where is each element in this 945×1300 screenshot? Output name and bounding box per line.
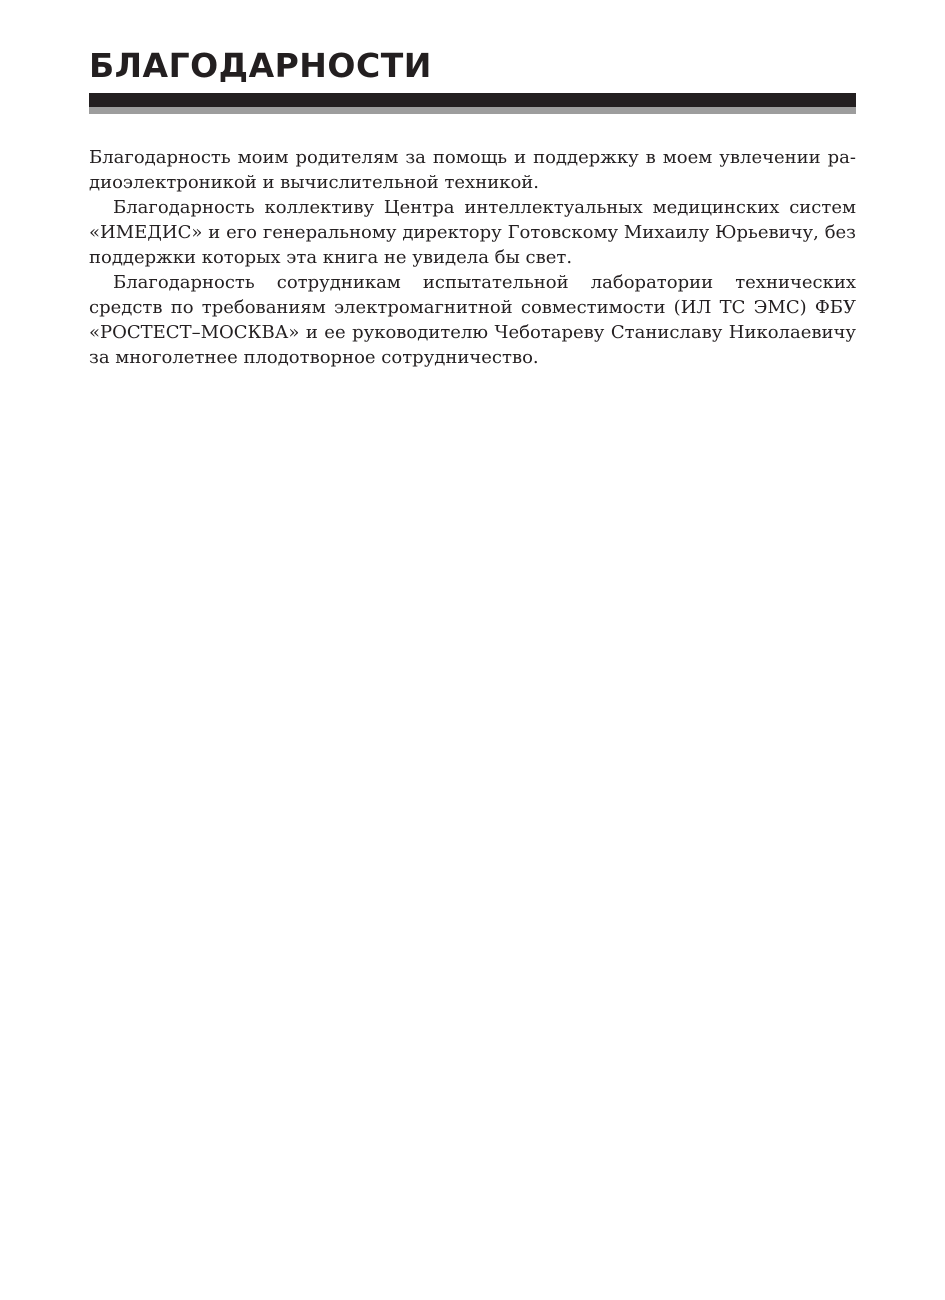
heading-rule-gray [89,107,856,114]
heading-rule-dark [89,93,856,107]
paragraph-rostest: Благодарность сотрудникам испытательной лаборатории технических средств по требованиям электромагнитной совместимости (ИЛ ТС ЭМС) ФБУ «РОСТЕСТ–МОСКВА» и ее руководителю Чеботареву Станиславу Николаевичу за многолетнее плодотворное сотрудничество. [89,272,856,368]
page-title: БЛАГОДАРНОСТИ [89,46,432,85]
acknowledgements-body [89,145,856,370]
document-page [89,0,856,370]
paragraph-imedis: Благодарность коллективу Центра интеллектуальных медицинских систем «ИМЕДИС» и его генеральному директору Готовскому Михаилу Юрьевичу, без поддержки которых эта книга не увидела бы свет. [89,197,856,268]
paragraph-parents: Благодарность моим родителям за помощь и поддержку в моем увлечении радиоэлектроникой и вычислительной техникой. [89,147,856,193]
